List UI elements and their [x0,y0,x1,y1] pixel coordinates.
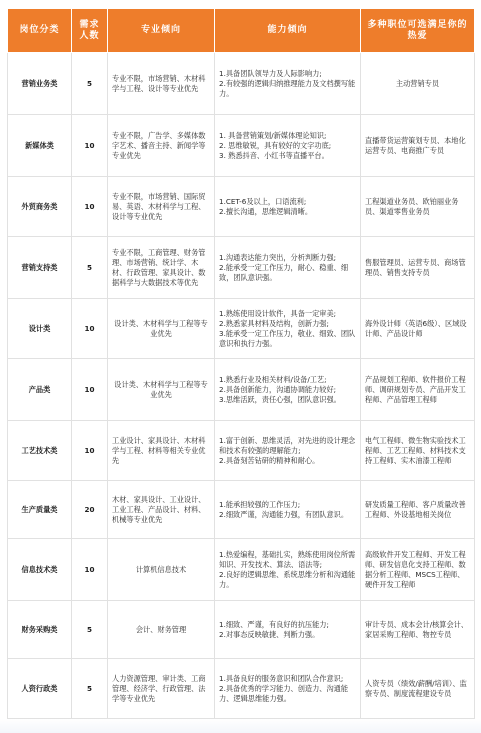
row-positions: 人资专员（绩效/薪酬/培训）、监察专员、制度流程建设专员 [361,659,475,719]
table-row [8,53,475,115]
ability-line: 2.具备刻苦钻研的精神和耐心。 [219,455,320,465]
ability-line: 1.熟悉行业及相关材料/设备/工艺; [219,374,327,384]
row-category: 工艺技术类 [8,421,72,481]
row-major: 人力资源管理、审计类、工商管理、经济学、行政管理、法学等专业优先 [108,659,215,719]
ability-line: 1.能承担较强的工作压力; [219,499,301,509]
ability-line: 1.熟练使用设计软件，具备一定审美; [219,308,337,318]
row-category: 营销支持类 [8,237,72,299]
ability-line: 2.擅长沟通，思维逻辑清晰。 [219,206,313,216]
row-ability [215,53,361,115]
ability-line: 1.CET-6及以上，口语流利; [219,196,307,206]
row-major: 工业设计、家具设计、木材科学与工程、材料等相关专业优先 [108,421,215,481]
ability-line: 1. 具备营销策划/新媒体理论知识; [219,130,327,140]
ability-line: 2.具备优秀的学习能力、创造力、沟通能力、逻辑思维能力强。 [219,683,349,703]
row-ability [215,177,361,237]
ability-line: 1.富于创新、思维灵活，对先进的设计理念和技术有较强的理解能力; [219,435,356,455]
row-count: 5 [72,237,108,299]
row-category: 人资行政类 [8,659,72,719]
table-row [8,481,475,539]
row-positions: 电气工程师、微生物实验技术工程师、工艺工程师、材料技术支持工程师、实木油漆工程师 [361,421,475,481]
table-row [8,539,475,601]
header-major: 专业倾向 [108,9,215,53]
ability-line: 1.细致、严谨，有良好的抗压能力; [219,619,329,629]
row-count: 10 [72,299,108,359]
row-positions: 直播带货运营策划专员、本地化运营专员、电商推广专员 [361,115,475,177]
row-category: 信息技术类 [8,539,72,601]
header-ability: 能力倾向 [215,9,361,53]
row-ability [215,115,361,177]
bottom-fade [0,719,481,733]
row-positions: 审计专员、成本会计/核算会计、家居采购工程师、物控专员 [361,601,475,659]
row-ability [215,237,361,299]
ability-line: 3.思维活跃，责任心强，团队意识强。 [219,394,341,404]
ability-line: 2. 思维敏锐，具有较好的文字功底; [219,140,332,150]
row-major: 专业不限，市场营销、木材科学与工程、设计等专业优先 [108,53,215,115]
row-count: 10 [72,177,108,237]
header-positions: 多种职位可选满足你的热爱 [361,9,475,53]
table-row [8,237,475,299]
row-positions: 售服管理员、运营专员、商场管理员、销售支持专员 [361,237,475,299]
ability-line: 1.具备团队领导力及人际影响力; [219,68,322,78]
table-row [8,177,475,237]
ability-line: 2.良好的逻辑思维、系统思维分析和沟通能力。 [219,569,356,589]
ability-line: 1.热爱编程，基础扎实，熟练使用岗位所需知识、开发技术、算法、语法等; [219,549,356,569]
row-major: 设计类、木材科学与工程等专业优先 [108,359,215,421]
row-ability [215,299,361,359]
row-count: 20 [72,481,108,539]
ability-line: 1.具备良好的服务意识和团队合作意识; [219,673,344,683]
row-category: 外贸商务类 [8,177,72,237]
row-count: 5 [72,601,108,659]
ability-line: 2.具备创新能力，沟通协调能力较好; [219,384,337,394]
ability-line: 2.有较强的逻辑归纳推理能力及文档撰写能力。 [219,78,356,98]
ability-line: 2.细致严谨，沟通能力强，有团队意识。 [219,509,349,519]
job-table [7,8,475,719]
row-count: 5 [72,53,108,115]
table-header-row [8,9,475,53]
row-ability [215,539,361,601]
row-major: 设计类、木材科学与工程等专业优先 [108,299,215,359]
row-positions: 高级软件开发工程师、开发工程师、研发信息化支持工程师、数据分析工程师、MSCS工程师、硬件开发工程师 [361,539,475,601]
row-count: 10 [72,359,108,421]
table-row [8,115,475,177]
ability-line: 3.能承受一定工作压力，敬业、细致、团队意识和执行力强。 [219,328,356,348]
ability-line: 2.熟悉家具材料及结构，创新力强; [219,318,329,328]
row-ability [215,601,361,659]
row-major: 专业不限，市场营销、国际贸易、英语、木材科学与工程、设计等专业优先 [108,177,215,237]
row-category: 产品类 [8,359,72,421]
row-major: 专业不限，工商管理、财务管理、市场营销、统计学、木材、行政管理、家具设计、数据科学与大数据技术等优先 [108,237,215,299]
row-major: 计算机信息技术 [108,539,215,601]
header-count: 需求人数 [72,9,108,53]
row-category: 设计类 [8,299,72,359]
header-category: 岗位分类 [8,9,72,53]
ability-line: 2.对事态反映敏捷、判断力强。 [219,629,320,639]
row-major: 木材、家具设计、工业设计、工业工程、产品设计、材料、机械等专业优先 [108,481,215,539]
ability-line: 2.能承受一定工作压力，耐心、稳重、细致，团队意识强。 [219,262,349,282]
row-category: 财务采购类 [8,601,72,659]
row-positions: 产品规划工程师、软件报价工程师、调研规划专员、产品开发工程师、产品管理工程师 [361,359,475,421]
ability-line: 1.沟通表达能力突出，分析判断力强; [219,252,337,262]
row-major: 会计、财务管理 [108,601,215,659]
row-count: 10 [72,421,108,481]
row-count: 5 [72,659,108,719]
table-row [8,359,475,421]
row-ability [215,481,361,539]
row-ability [215,421,361,481]
row-count: 10 [72,539,108,601]
row-positions: 海外设计师（英语6级）、区域设计师、产品设计师 [361,299,475,359]
table-row [8,299,475,359]
table-row [8,659,475,719]
row-major: 专业不限，广告学、多媒体数字艺术、播音主持、新闻学等专业优先 [108,115,215,177]
row-category: 生产质量类 [8,481,72,539]
row-count: 10 [72,115,108,177]
row-positions: 研发质量工程师、客户质量改善工程师、外设基地相关岗位 [361,481,475,539]
table-row [8,421,475,481]
row-category: 营销业务类 [8,53,72,115]
row-positions: 工程渠道业务员、欧铂丽业务员、渠道零售业务员 [361,177,475,237]
ability-line: 3. 熟悉抖音、小红书等直播平台。 [219,150,329,160]
row-category: 新媒体类 [8,115,72,177]
table-row [8,601,475,659]
row-ability [215,359,361,421]
row-positions: 主动营销专员 [361,53,475,115]
row-ability [215,659,361,719]
